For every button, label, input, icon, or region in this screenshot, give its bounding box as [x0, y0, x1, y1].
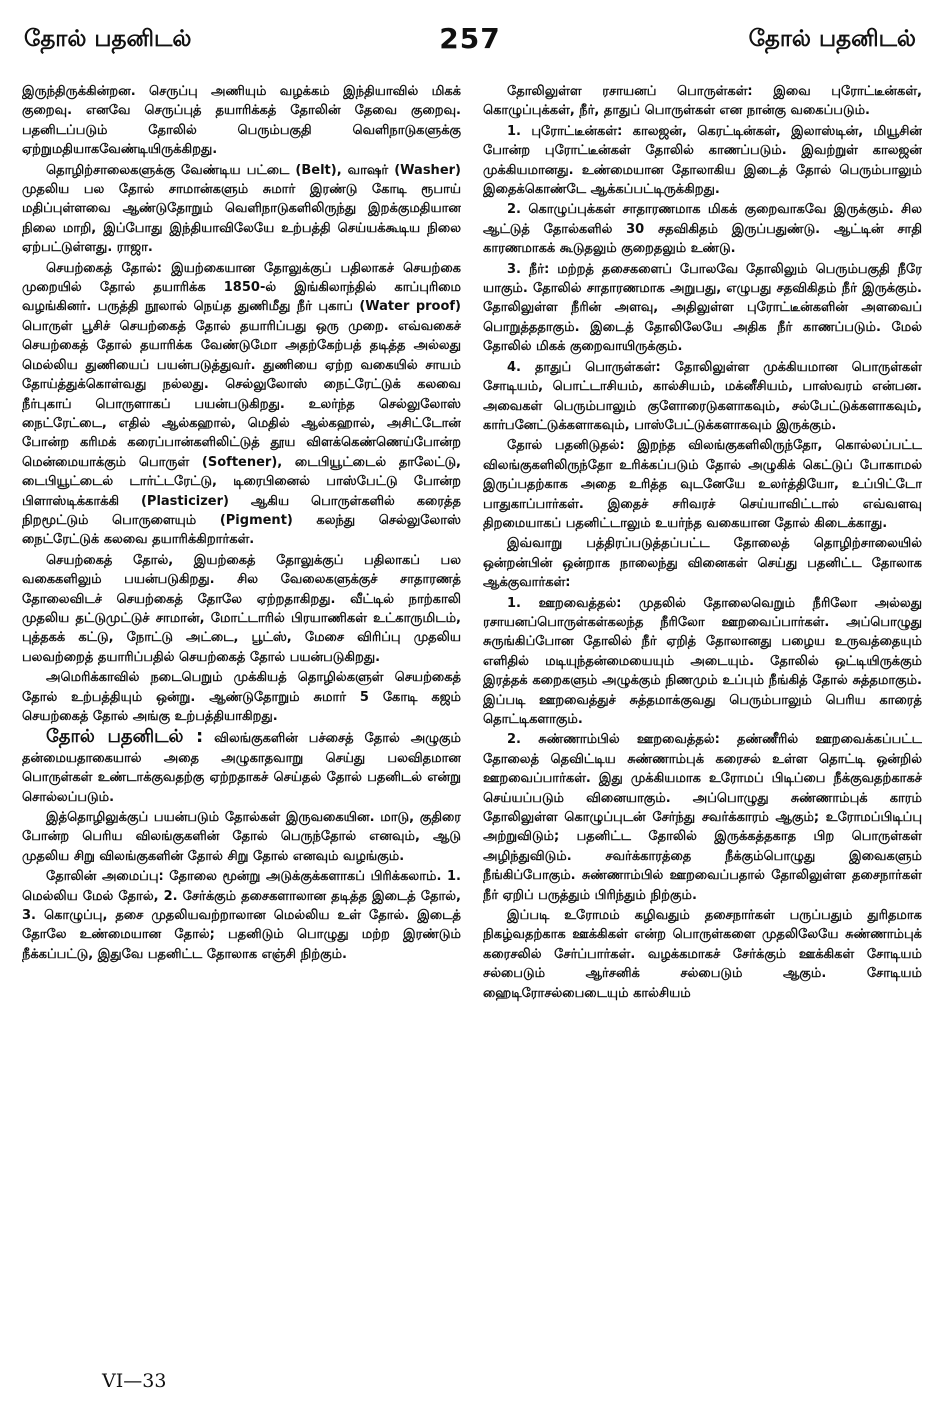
paragraph: தொழிற்சாலைகளுக்கு வேண்டிய பட்டை (Belt), வாஷர் (Washer) முதலிய பல தோல் சாமான்களும் சுமார் இரண்டு கோடி ரூபாய் மதிப்புள்ளவை ஆண்டுதோறும் வெளிநாடுகளிலிருந்து இறக்குமதியான நிலை மாறி, இப்போது இந்தியாவிலேயே உற்பத்தி செய்யக்கூடிய நிலை ஏற்பட்டுள்ளது. ராஜா.	[22, 162, 461, 256]
paragraph: தோல் பதனிடுதல்: இறந்த விலங்குகளிலிருந்தோ, கொல்லப்பட்ட விலங்குகளிலிருந்தோ உரிக்கப்படும் தோல் அழுகிக் கெட்டுப் போகாமல் இருப்பதற்காக அதை உரித்த வுடனேயே உலர்த்தியோ, உப்பிட்டோ பாதுகாப்பார்கள். இதைச் சரிவரச் செய்யாவிட்டால் எவ்வளவு திறமையாகப் பதனிட்டாலும் உயர்ந்த வகையான தோல் கிடைக்காது.	[483, 438, 922, 531]
paragraph: 1. புரோட்டீன்கள்: காலஜன், கெரட்டின்கள், இலாஸ்டின், மியூசின் போன்ற புரோட்டீன்கள் தோலில் காணப்படும். இவற்றுள் காலஜன் முக்கியமானது. உண்மையான தோலாகிய இடைத் தோல் பெரும்பாலும் இதைக்கொண்டே ஆக்கப்பட்டிருக்கிறது.	[483, 123, 922, 198]
paragraph: செயற்கைத் தோல், இயற்கைத் தோலுக்குப் பதிலாகப் பல வகைகளிலும் பயன்படுகிறது. சில வேலைகளுக்குச் சாதாரணத் தோலைவிடச் செயற்கைத் தோலே ஏற்றதாகிறது. வீட்டில் நாற்காலி முதலிய தட்டுமுட்டுச் சாமான், மோட்டாரில் பிரயாணிகள் உட்காருமிடம், புத்தகக் கட்டு, நோட்டு அட்டை, பூட்ஸ், மேசை விரிப்பு முதலிய பலவற்றைத் தயாரிப்பதில் செயற்கைத் தோல் பயன்படுகிறது.	[22, 552, 461, 665]
signature-mark: VI—33	[102, 1370, 167, 1392]
paragraph: 2. கொழுப்புக்கள் சாதாரணமாக மிகக் குறைவாகவே இருக்கும். சில ஆட்டுத் தோல்களில் 30 சதவிகிதம் இருப்பதுண்டு. ஆட்டின் சாதி காரணமாகக் கூடுதலும் குறைதலும் உண்டு.	[483, 202, 922, 257]
paragraph: இத்தொழிலுக்குப் பயன்படும் தோல்கள் இருவகையின. மாடு, குதிரை போன்ற பெரிய விலங்குகளின் தோல் பெருந்தோல் எனவும், ஆடு முதலிய சிறு விலங்குகளின் தோல் சிறு தோல் எனவும் வழங்கும்.	[22, 810, 461, 864]
paragraph: அமெரிக்காவில் நடைபெறும் முக்கியத் தொழில்களுள் செயற்கைத் தோல் உற்பத்தியும் ஒன்று. ஆண்டுதோறும் சுமார் 5 கோடி கஜம் செயற்கைத் தோல் அங்கு உற்பத்தியாகிறது.	[22, 670, 461, 724]
section-heading: தோல் பதனிடல் :	[46, 726, 204, 748]
running-title-left: தோல் பதனிடல்	[24, 26, 192, 52]
paragraph: இவ்வாறு பத்திரப்படுத்தப்பட்ட தோலைத் தொழிற்சாலையில் ஒன்றன்பின் ஒன்றாக நாலைந்து வினைகள் செய்து பதனிட்ட தோலாக ஆக்குவார்கள்:	[483, 536, 922, 591]
left-column	[22, 82, 461, 1364]
paragraph: 4. தாதுப் பொருள்கள்: தோலிலுள்ள முக்கியமான பொருள்கள் சோடியம், பொட்டாசியம், கால்சியம், மக்னீசியம், பாஸ்வரம் என்பன. அவைகள் பெரும்பாலும் குளோரைடுகளாகவும், சல்பேட்டுக்களாகவும், கார்பனேட்டுக்களாகவும், பாஸ்பேட்டுக்களாகவும் இருக்கும்.	[483, 359, 922, 433]
text-columns	[22, 82, 922, 1364]
paragraph: தோலிலுள்ள ரசாயனப் பொருள்கள்: இவை புரோட்டீன்கள், கொழுப்புக்கள், நீர், தாதுப் பொருள்கள் என நான்கு வகைப்படும்.	[483, 84, 922, 119]
paragraph: 3. நீர்: மற்றத் தசைகளைப் போலவே தோலிலும் பெரும்பகுதி நீரே யாகும். தோலில் சாதாரணமாக அறுபது, எழுபது சதவிகிதம் நீர் இருக்கும். தோலிலுள்ள நீரின் அளவு, அதிலுள்ள புரோட்டீன்களின் அளவைப் பொறுத்ததாகும். இடைத் தோலிலேயே அதிக நீர் காணப்படும். மேல் தோலில் மிகக் குறைவாயிருக்கும்.	[483, 261, 922, 355]
running-title-right: தோல் பதனிடல்	[748, 26, 916, 52]
paragraph: தோலின் அமைப்பு: தோலை மூன்று அடுக்குக்களாகப் பிரிக்கலாம். 1. மெல்லிய மேல் தோல், 2. சேர்க்கும் தசைகளாலான தடித்த இடைத் தோல், 3. கொழுப்பு, தசை முதலியவற்றாலான மெல்லிய உள் தோல். இடைத் தோலே உண்மையான தோல்; பதனிடும் பொழுது மற்ற இரண்டும் நீக்கப்பட்டு, இதுவே பதனிட்ட தோலாக எஞ்சி நிற்கும்.	[22, 869, 461, 962]
page-header	[18, 22, 922, 68]
paragraph: 1. ஊறவைத்தல்: முதலில் தோலைவெறும் நீரிலோ அல்லது ரசாயனப்பொருள்கள்கலந்த நீரிலோ ஊறவைப்பார்கள். அப்பொழுது சுருங்கிப்போன தோலில் நீர் ஏறித் தோலானது பழைய உருவத்தையும் எளிதில் மடியுந்தன்மையையும் அடையும். தோலில் ஒட்டியிருக்கும் இரத்தக் கறைகளும் அழுக்கும் நிணமும் உப்பும் நீங்கித் தோல் சுத்தமாகும். இப்படி ஊறவைத்துச் சுத்தமாக்குவது பெரும்பாலும் பெரிய காரைத் தொட்டிகளாகும்.	[483, 595, 922, 727]
right-column	[483, 82, 922, 1364]
paragraph: செயற்கைத் தோல்: இயற்கையான தோலுக்குப் பதிலாகச் செயற்கை முறையில் தோல் தயாரிக்க 1850-ல் இங்கிலாந்தில் காப்புரிமை வழங்கினர். பருத்தி நூலால் நெய்த துணிமீது நீர் புகாப் (Water proof) பொருள் பூசிச் செயற்கைத் தோல் தயாரிப்பது ஒரு முறை. எவ்வகைச் செயற்கைத் தோல் தயாரிக்க வேண்டுமோ அதற்கேற்பத் தடித்த அல்லது மெல்லிய துணியைப் பயன்படுத்துவர். துணியை ஏற்ற வகையில் சாயம் தோய்த்துக்கொள்வது நல்லது. செல்லுலோஸ் நைட்ரேட்டுக் கலவை நீர்புகாப் பொருளாகப் பயன்படுகிறது. உலர்ந்த செல்லுலோஸ் நைட்ரேட்டை, எதில் ஆல்கஹால், மெதில் ஆல்கஹால், அசிட்டோன் போன்ற கரிமக் கரைப்பான்களிலிட்டுத் தூய விளக்கெண்ணெய்போன்ற மென்மையாக்கும் பொருள் (Softener), டைபியூட்டைல் தாலேட்டு, டைபியூட்டைல் டார்ட்டரேட்டு, டிரைபினைல் பாஸ்பேட்டு போன்ற பிளாஸ்டிக்காக்கி (Plasticizer) ஆகிய பொருள்களில் கரைத்த நிறமூட்டும் பொருளையும் (Pigment) கலந்து செல்லுலோஸ் நைட்ரேட்டுக் கலவை தயாரிக்கிறார்கள்.	[22, 260, 461, 548]
page-number: 257	[439, 22, 501, 55]
paragraph: இருந்திருக்கின்றன. செருப்பு அணியும் வழக்கம் இந்தியாவில் மிகக் குறைவு. எனவே செருப்புத் தயாரிக்கத் தோலின் தேவை குறைவு. பதனிடப்படும் தோலில் பெரும்பகுதி வெளிநாடுகளுக்கு ஏற்றுமதியாகவேண்டியிருக்கிறது.	[22, 84, 461, 158]
section-body: விலங்குகளின் பச்சைத் தோல் அழுகும் தன்மையதாகையால் அதை அழுகாதவாறு செய்து பலவிதமான பொருள்கள் உண்டாக்குவதற்கு ஏற்றதாகச் செய்தல் தோல் பதனிடல் என்று சொல்லப்படும்.	[22, 731, 461, 805]
paragraph: இப்படி உரோமம் கழிவதும் தசைநார்கள் பருப்பதும் துரிதமாக நிகழ்வதற்காக ஊக்கிகள் என்ற பொருள்களை முதலிலேயே சுண்ணாம்புக் கரைசலில் சேர்ப்பார்கள். வழக்கமாகச் சேர்க்கும் ஊக்கிகள் சோடியம் சல்பைடும் ஆர்சனிக் சல்பைடும் ஆகும். சோடியம் ஹைடிரோசல்பைடையும் கால்சியம்	[483, 908, 922, 1001]
paragraph: 2. சுண்ணாம்பில் ஊறவைத்தல்: தண்ணீரில் ஊறவைக்கப்பட்ட தோலைத் தெவிட்டிய சுண்ணாம்புக் கரைசல் உள்ள தொட்டி ஒன்றில் ஊறவைப்பார்கள். இது முக்கியமாக உரோமப் பிடிப்பை நீக்குவதற்காகச் செய்யப்படும் வினையாகும். அப்பொழுது சுண்ணாம்புக் காரம் தோலிலுள்ள கொழுப்புடன் சேர்ந்து சவர்க்காரம் ஆகும்; உரோமப்பிடிப்பு அற்றுவிடும்; பதனிட்ட தோலில் இருக்கத்தகாத பிற பொருள்கள் அழிந்துவிடும். சவர்க்காரத்தை நீக்கும்பொழுது இவைகளும் நீங்கிப்போகும். சுண்ணாம்பில் ஊறவைப்பதால் தோலிலுள்ள தசைநார்கள் நீர் ஏறிப் பருத்தும் பிரிந்தும் நிற்கும்.	[483, 732, 922, 903]
section-paragraph	[22, 727, 461, 807]
